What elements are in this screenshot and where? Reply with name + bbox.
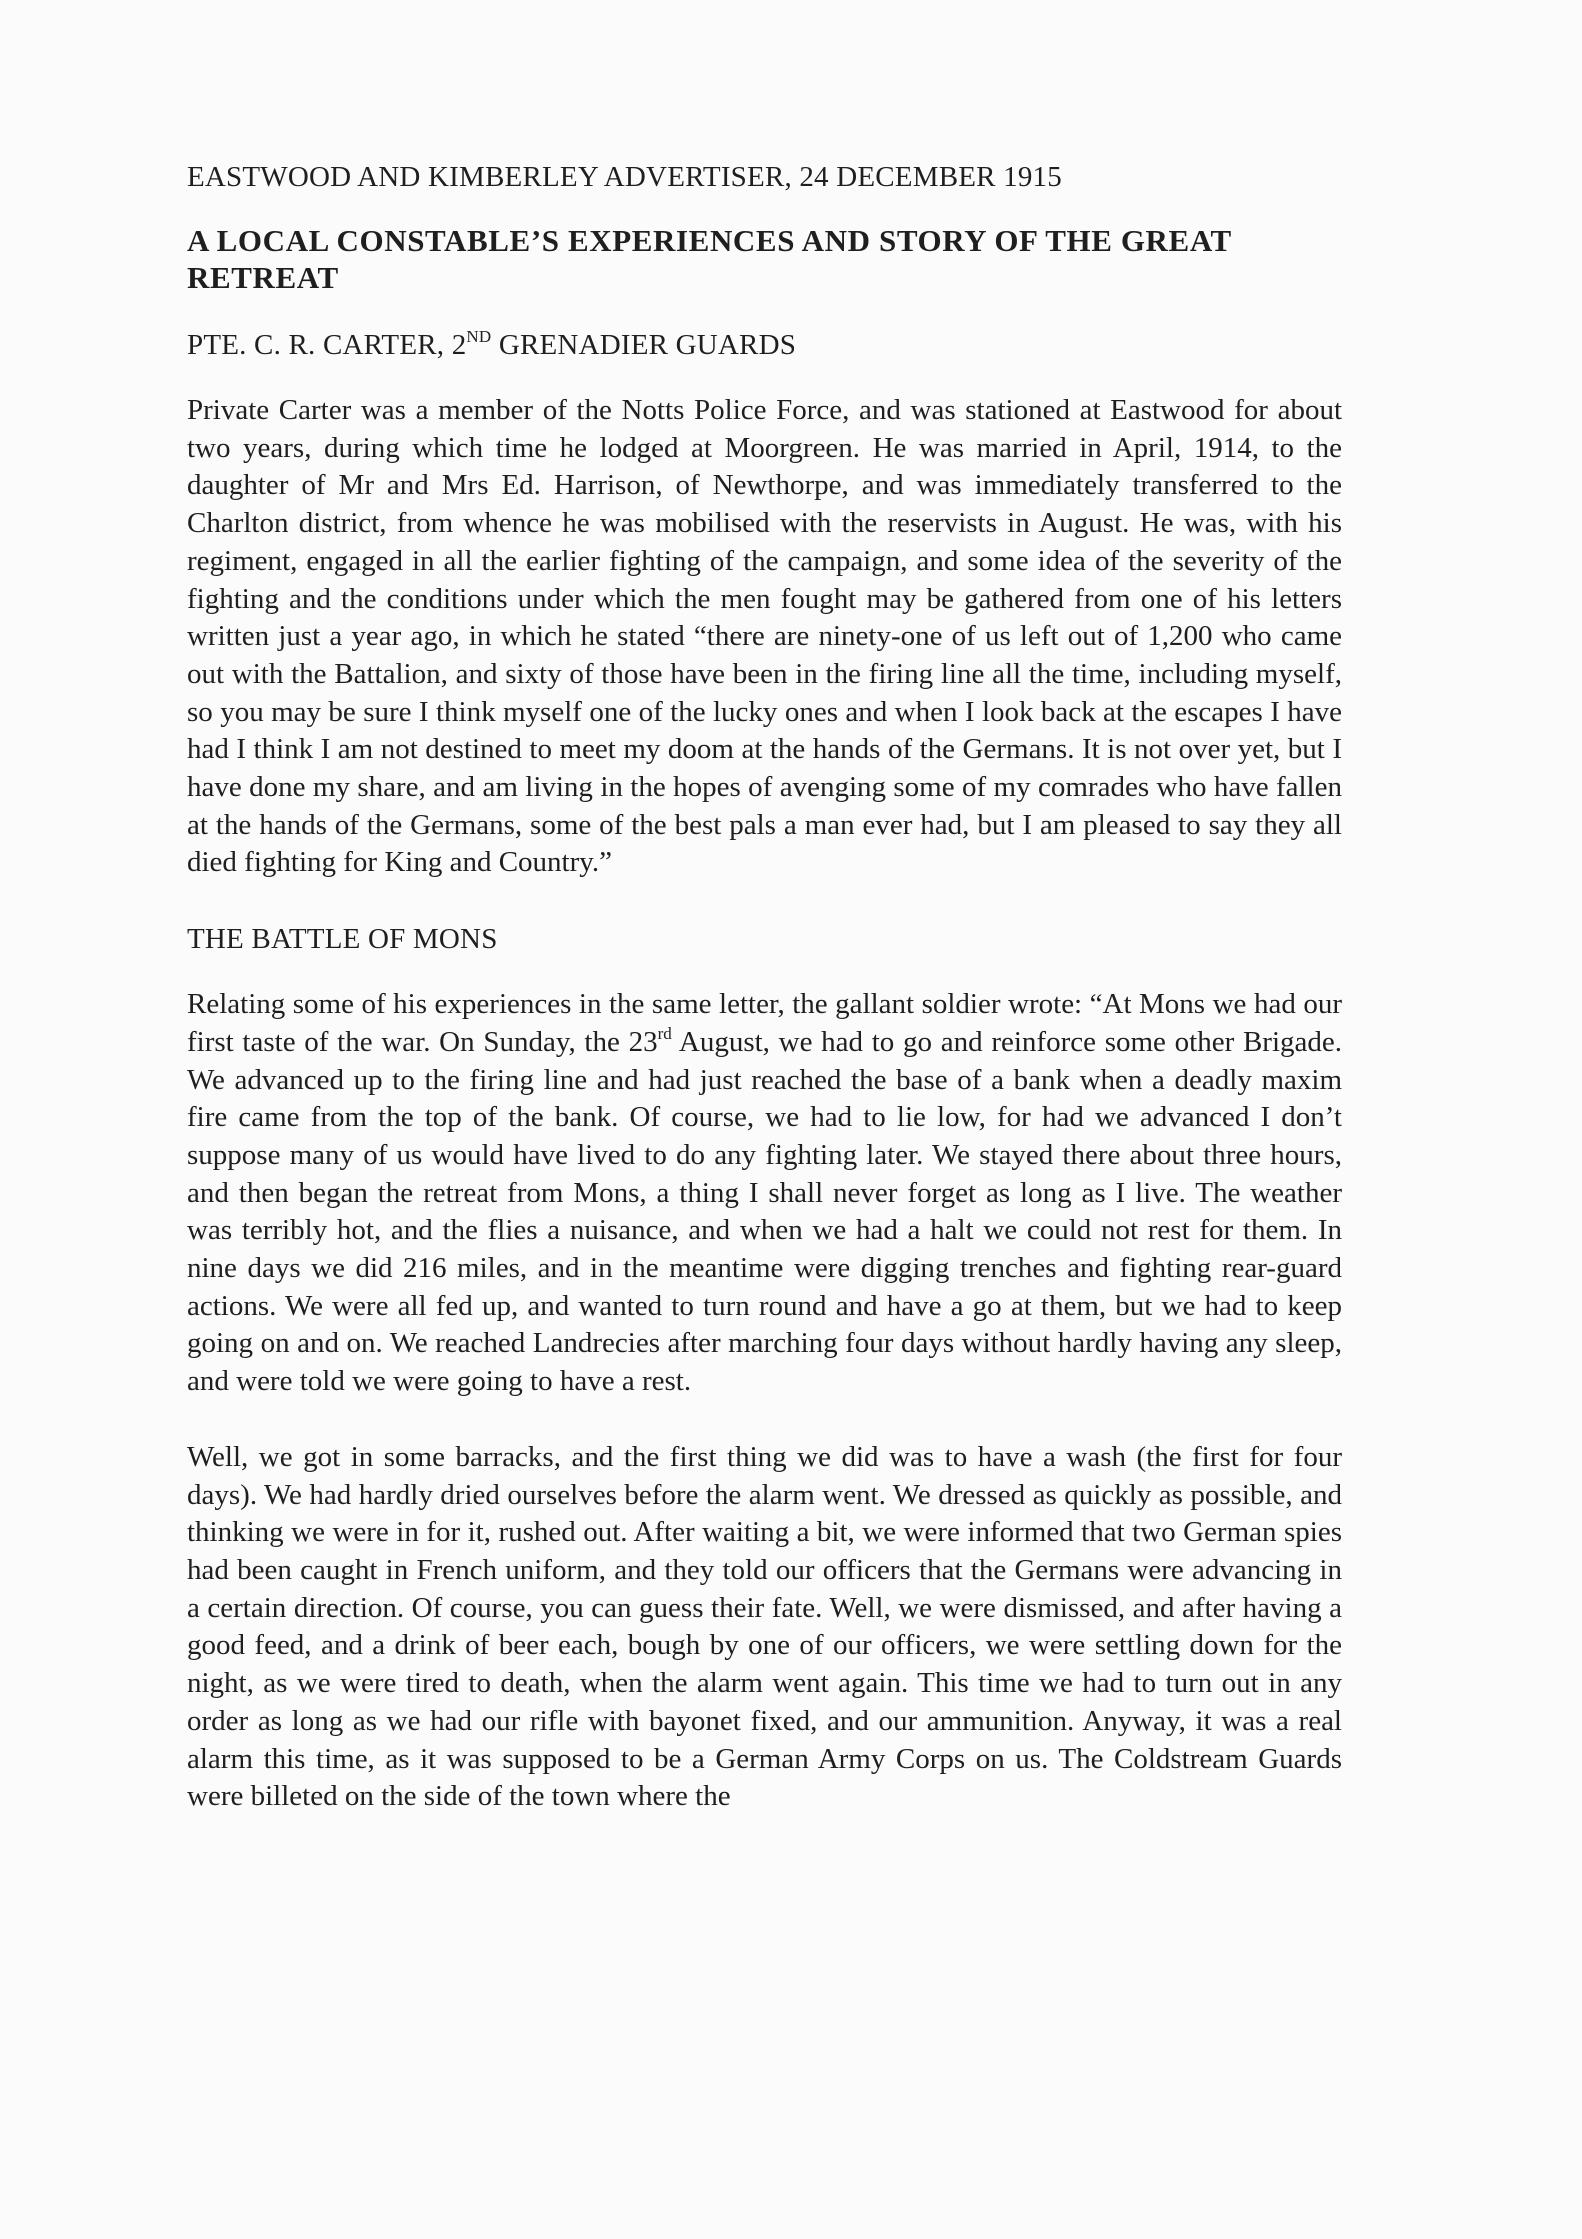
document-page [187,158,1342,1854]
paragraph-2 [187,986,1342,1401]
paragraph-2-superscript: rd [657,1023,672,1043]
section-heading: THE BATTLE OF MONS [187,923,498,956]
byline-prefix: PTE. C. R. CARTER, 2 [187,329,467,361]
paragraph-2-after: August, we had to go and reinforce some other Brigade. We advanced up to the firing line and had just reached the base of a bank when a deadly maxim fire came from the top of the bank. Of course, we had to lie low, for had we advanced I don’t suppose many of us would have lived to do any fighting later. We stayed there about three hours, and then began the retreat from Mons, a thing I shall never forget as long as I live. The weather was terribly hot, and the flies a nuisance, and when we had a halt we could not rest for them. In nine days we did 216 miles, and in the meantime were digging trenches and fighting rear-guard actions. We were all fed up, and wanted to turn round and have a go at them, but we had to keep going on and on. We reached Landrecies after marching four days without hardly having any sleep, and were told we were going to have a rest. [187,1025,1342,1398]
headline: A LOCAL CONSTABLE’S EXPERIENCES AND STORY OF THE GREAT RETREAT [187,223,1232,295]
byline [187,326,1342,364]
paragraph-1: Private Carter was a member of the Notts Police Force, and was stationed at Eastwood for about two years, during which time he lodged at Moorgreen. He was married in April, 1914, to the daughter of Mr and Mrs Ed. Harrison, of Newthorpe, and was immediately transferred to the Charlton district, from whence he was mobilised with the reservists in August. He was, with his regiment, engaged in all the earlier fighting of the campaign, and some idea of the severity of the fighting and the conditions under which the men fought may be gathered from one of his letters written just a year ago, in which he stated “there are ninety-one of us left out of 1,200 who came out with the Battalion, and sixty of those have been in the firing line all the time, including myself, so you may be sure I think myself one of the lucky ones and when I look back at the escapes I have had I think I am not destined to meet my doom at the hands of the Germans. It is not over yet, but I have done my share, and am living in the hopes of avenging some of my comrades who have fallen at the hands of the Germans, some of the best pals a man ever had, but I am pleased to say they all died fighting for King and Country.” [187,394,1342,879]
byline-suffix: GRENADIER GUARDS [491,329,797,361]
byline-superscript: ND [466,327,492,346]
source-line: EASTWOOD AND KIMBERLEY ADVERTISER, 24 DECEMBER 1915 [187,161,1062,193]
paragraph-3: Well, we got in some barracks, and the first thing we did was to have a wash (the first for four days). We had hardly dried ourselves before the alarm went. We dressed as quickly as possible, and thinking we were in for it, rushed out. After waiting a bit, we were informed that two German spies had been caught in French uniform, and they told our officers that the Germans were advancing in a certain direction. Of course, you can guess their fate. Well, we were dismissed, and after having a good feed, and a drink of beer each, bough by one of our officers, we were settling down for the night, as we were tired to death, when the alarm went again. This time we had to turn out in any order as long as we had our rifle with bayonet fixed, and our ammunition. Anyway, it was a real alarm this time, as it was supposed to be a German Army Corps on us. The Coldstream Guards were billeted on the side of the town where the [187,1440,1342,1813]
paragraph-2-before: Relating some of his experiences in the same letter, the gallant soldier wrote: “At Mons we had our first taste of the war. On Sunday, the 23 [187,988,1342,1058]
